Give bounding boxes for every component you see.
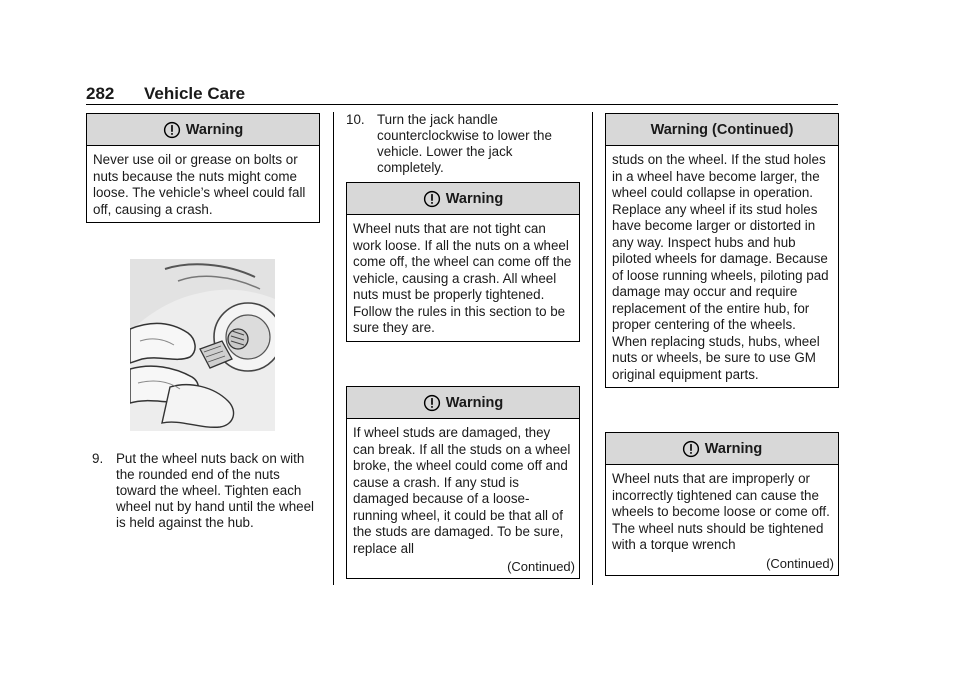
warning-header	[606, 114, 838, 146]
warning-box	[605, 432, 839, 576]
section-title: Vehicle Care	[144, 84, 246, 103]
step-number: 10.	[346, 112, 365, 127]
warning-title: Warning	[445, 190, 504, 207]
warning-header	[347, 387, 579, 419]
warning-title: Warning (Continued)	[650, 121, 794, 138]
warning-text: Wheel nuts that are not tight can work loose. If all the nuts on a wheel come off, the wheel can come off the vehicle, causing a crash. All wheel nuts must be properly tightened. Follow the rules in this section to be sure they are.	[353, 221, 572, 335]
warning-icon	[423, 190, 441, 208]
continued-label: (Continued)	[507, 559, 575, 574]
step-number: 9.	[92, 451, 104, 466]
step-text: Turn the jack handle counterclockwise to lower the vehicle. Lower the jack completely.	[377, 112, 552, 175]
warning-title: Warning	[445, 394, 504, 411]
warning-text: Wheel nuts that are improperly or incorrectly tightened can cause the wheels to become loose or come off. The wheel nuts should be tightened with a torque wrench	[612, 471, 830, 552]
warning-icon	[423, 394, 441, 412]
warning-icon	[163, 121, 181, 139]
warning-text: If wheel studs are damaged, they can break. If all the studs on a wheel broke, the wheel could come off and cause a crash. If any stud is damaged because of a loose-running wheel, it could be that all of the studs are damaged. To be sure, replace all	[353, 425, 571, 556]
warning-header	[87, 114, 319, 146]
warning-icon	[682, 440, 700, 458]
header-rule	[86, 104, 838, 105]
warning-title: Warning	[704, 440, 763, 457]
warning-text: studs on the wheel. If the stud holes in a wheel have become larger, the wheel could collapse in operation. Replace any wheel if its stud holes have become larger or distorted in any way. Inspect hubs and hub piloted wheels for damage. Because of loose running wheels, piloting pad damage may occur and require replacement of the entire hub, for proper centering of the wheels. When replacing studs, hubs, wheel nuts or wheels, be sure to use GM original equipment parts.	[612, 152, 829, 382]
warning-title: Warning	[185, 121, 244, 138]
column-divider	[333, 112, 334, 585]
page-header	[86, 84, 245, 104]
page-number: 282	[86, 84, 115, 103]
warning-box	[346, 182, 580, 342]
warning-box	[346, 386, 580, 579]
column-divider	[592, 112, 593, 585]
step-text: Put the wheel nuts back on with the rounded end of the nuts toward the wheel. Tighten each wheel nut by hand until the wheel is held against the hub.	[116, 451, 315, 530]
warning-text: Never use oil or grease on bolts or nuts because the nuts might come loose. The vehicle’s wheel could fall off, causing a crash.	[93, 152, 306, 217]
warning-box	[605, 113, 839, 388]
warning-box	[86, 113, 320, 223]
warning-header	[606, 433, 838, 465]
continued-label: (Continued)	[766, 555, 834, 571]
wheel-nut-illustration	[130, 259, 275, 431]
warning-header	[347, 183, 579, 215]
